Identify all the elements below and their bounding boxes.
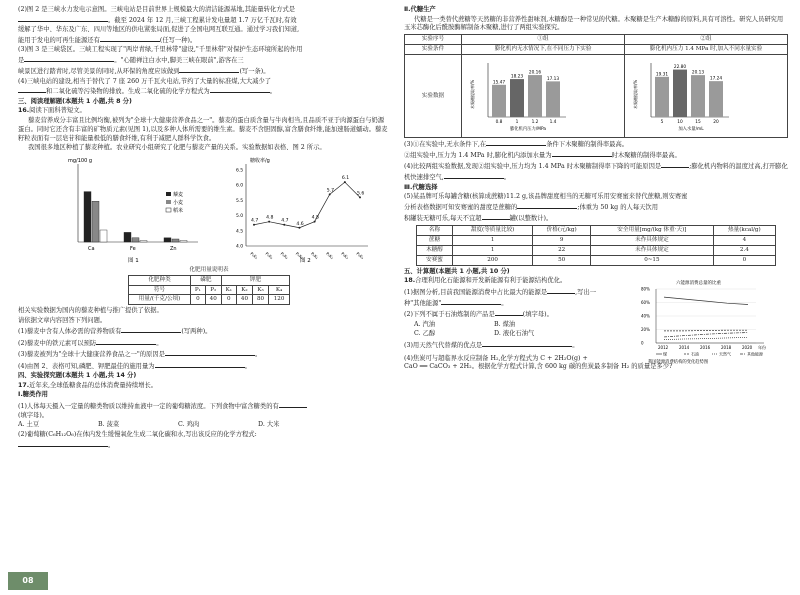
table-cell: 22 (533, 245, 591, 255)
table-cell: 1 (453, 235, 533, 245)
group-1-bar-chart (462, 55, 624, 133)
option[interactable]: D. 液化石油气 (494, 330, 535, 338)
y-tick-label: 60% (641, 299, 650, 305)
table-cell: 用量/(千克/公顷) (129, 295, 191, 305)
data-label: 5.6 (357, 191, 365, 197)
right-column (404, 6, 788, 373)
text: (4)由图 2、表格可知,磷肥、钾肥最佳的施用量为 (18, 362, 155, 370)
table-cell: 蔗糖 (417, 235, 453, 245)
after-p1: 相关实验数据为国内的藜麦种植与推广提供了依据。 (18, 307, 163, 315)
q16-2 (18, 338, 390, 349)
answer-blank[interactable] (121, 326, 181, 333)
text: 。 (108, 441, 115, 449)
series-line (664, 332, 748, 336)
text: 。截至 2024 年 12 月,三峡工程累计发电量超 1.7 万亿千瓦时,有效 (108, 16, 297, 24)
y-axis-label: 木聚糖提取率/% (470, 79, 475, 110)
fig1-unit-label: mg/100 g (68, 157, 93, 164)
y-tick-label: 6.5 (236, 168, 244, 174)
legend-swatch (166, 208, 171, 212)
bar (691, 75, 705, 117)
bar-value-label: 19.31 (655, 72, 669, 78)
passage-p2: 我国很多地区种植了藜麦种植。农业研究小组研究了化肥与藜麦产量的关系。实验数据如表格、图 2 所示。 (28, 144, 326, 152)
text: ;膨化机内物料的温度过高,打开膨化机快速排空气, (404, 163, 788, 182)
text: 是 (18, 57, 25, 65)
q17-title (18, 382, 390, 391)
table-cell: 120 (269, 295, 290, 305)
table-cell: 0~15 (591, 255, 714, 265)
text: 。 (501, 299, 508, 307)
figure-2-line-chart (236, 157, 368, 264)
table-cell: 化肥种类 (129, 275, 191, 285)
answer-blank[interactable] (279, 401, 307, 408)
q17-1-options (18, 421, 390, 430)
x-tick-label: P₁K₃ (279, 250, 290, 260)
text: 条件下木聚糖的制得率最高。 (546, 141, 629, 149)
q17-2 (18, 431, 390, 451)
text: (1)藜麦中含有人体必需的营养物质有 (18, 328, 122, 336)
table-row (417, 255, 776, 265)
sweetener-table (416, 225, 776, 266)
answer-blank[interactable] (155, 361, 245, 368)
table-cell: 符号 (129, 285, 191, 295)
group-2-bar-chart (625, 55, 787, 133)
answer-blank[interactable] (444, 172, 504, 179)
table-cell: 50 (533, 255, 591, 265)
text: (2)藜麦中的铁元素可以预防 (18, 339, 97, 347)
bar (164, 238, 171, 242)
q4 (404, 161, 788, 183)
text: (3)①在实验中,无水条件下,在 (404, 141, 487, 149)
text: (填字母)。 (522, 311, 553, 319)
q18-text (404, 287, 630, 351)
answer-blank[interactable] (495, 309, 523, 316)
x-tick-label: 15 (695, 120, 701, 126)
text: (1)人体每天摄入一定量的糖类物质以维持血液中一定的葡萄糖浓度。下列食物中富含糖类的有 (18, 402, 279, 410)
x-tick-label: P₁K₁ (249, 250, 259, 260)
table-cell: K₄ (269, 285, 290, 295)
bar (92, 201, 99, 242)
text: (3)用天然气代替煤的优点是 (404, 341, 483, 349)
x-tick-label: P₁K₂ (264, 250, 275, 260)
section-3-heading: 三、阅读理解题(本题共 1 小题,共 8 分) (18, 97, 132, 105)
q3 (404, 139, 788, 161)
table-cell: 未作具体规定 (591, 245, 714, 255)
text: 罐(以整数计)。 (509, 215, 553, 223)
data-label: 6.1 (341, 175, 350, 181)
fig2-caption: 图 2 (300, 257, 311, 264)
text: (1)据图分析,目前我国能源消费中占比最大的能源是 (404, 288, 548, 296)
table-cell: 价格(元/kg) (533, 226, 591, 236)
answer-blank[interactable] (486, 139, 546, 146)
chart-title: 六能源消费总量的比重 (676, 280, 721, 286)
q18-1 (404, 287, 630, 309)
option[interactable]: D. 大米 (258, 421, 280, 429)
data-label: 5.7 (326, 188, 335, 194)
x-tick-label: 1.4 (549, 120, 557, 126)
table-cell: K₃ (253, 285, 269, 295)
energy-line-chart (636, 277, 786, 365)
table-cell: 磷肥 (191, 275, 222, 285)
part-2-heading: Ⅱ.代糖生产 (404, 6, 436, 13)
table-row (405, 55, 788, 138)
bar-value-label: 15.47 (492, 80, 506, 86)
text: (2)葡萄糖(C₆H₁₂O₆)在体内发生缓慢氧化生成二氧化碳和水,写出该反应的化学方程式: (18, 430, 257, 438)
x-tick-label: 2018 (721, 344, 732, 350)
bar (528, 75, 542, 117)
y-tick-label: 80% (641, 286, 650, 292)
chart-cell (625, 55, 788, 138)
series-line (254, 182, 360, 228)
series-line (664, 330, 748, 331)
fertilizer-table (128, 266, 290, 306)
data-label: 4.7 (251, 218, 259, 224)
text: 。 (244, 362, 251, 370)
text: 。 (156, 339, 163, 347)
table-cell: 安赛蜜 (417, 255, 453, 265)
legend-label: 小麦 (173, 199, 184, 206)
y-tick-label: 40% (641, 313, 650, 319)
legend-swatch (166, 200, 171, 204)
text: 峡景区进行踏青时,尽管美景的同时,从环保的角度应该做到 (18, 68, 180, 76)
answer-blank[interactable] (547, 287, 575, 294)
answer-blank[interactable] (552, 150, 612, 157)
y-axis-label: 木聚糖提取率/% (633, 79, 638, 110)
text: 种"其他能源" (404, 299, 442, 307)
text: ②组实验中,压力为 1.4 MPa 时,膨化机内添加水量为 (404, 151, 552, 159)
figures-row (18, 154, 390, 266)
fig1-caption: 图 1 (128, 257, 139, 264)
y-tick-label: 6.0 (236, 183, 244, 189)
fig1-x-tick: Zn (170, 245, 177, 252)
experiment-table (404, 34, 788, 138)
q3-4 (18, 78, 390, 98)
text: 。"心随禅注白水中,脚美三峡在眼前",游客在三 (114, 57, 244, 65)
answer-blank[interactable] (18, 15, 108, 22)
question-number: 16. (18, 107, 30, 115)
bar (492, 85, 506, 117)
text: 和二氧化硫等污染物的排放。生成二氧化硫的化学方程式为 (46, 88, 210, 96)
q16-4 (18, 361, 390, 372)
text: 缓解了华中、华东及广东、四川等地区的供电紧张局面,促进了全国电网互联互通。通过学习我们知道, (18, 25, 300, 33)
x-tick-label: P₁K₄ (294, 250, 305, 260)
intro-text: 代糖是一类替代蔗糖等天然糖的非营养性甜味剂,木糖醇是一种常见的代糖。木聚糖是生产木糖醇的原料,具有可溶性。研究人员研究用玉米芯酶化后酰胺酶解制备木聚糖,进行了两组实验探究。 (404, 15, 784, 32)
answer-blank[interactable] (210, 86, 270, 93)
data-label: 4.8 (266, 215, 274, 221)
bar (673, 70, 687, 117)
question-number: 17. (18, 381, 30, 389)
table-row (405, 45, 788, 55)
option[interactable]: A. 汽油 (414, 320, 436, 328)
data-label: 4.8 (311, 215, 319, 221)
answer-blank[interactable] (165, 349, 255, 356)
table-cell: 热量(kcal/g) (713, 226, 775, 236)
answer-blank[interactable] (179, 66, 239, 73)
q16-title (18, 107, 390, 116)
x-tick-label: P₂K₂ (325, 250, 335, 260)
bar (546, 81, 560, 117)
bar (140, 240, 147, 241)
q18-2-options-ab (404, 321, 630, 330)
legend-swatch (166, 192, 171, 196)
table-cell: 膨化机内无水情况下,在不同压力下实验 (462, 45, 625, 55)
legend-label: 稻米 (173, 207, 184, 214)
fig1-x-tick: Ca (88, 245, 95, 252)
table-row (417, 226, 776, 236)
x-axis-label: 膨化机内压力/MPa (510, 127, 546, 133)
legend-label: 石油 (691, 351, 699, 357)
text: 分析表格数据可知安赛蜜的甜度是蔗糖的 (404, 204, 518, 212)
chart-cell (462, 55, 625, 138)
bar-value-label: 20.16 (528, 70, 542, 76)
x-tick-label: 0.8 (495, 120, 503, 126)
data-label: 4.6 (296, 221, 304, 227)
text: ,写出一 (575, 288, 597, 296)
answer-blank[interactable] (661, 161, 689, 168)
x-tick-label: P₂K₄ (355, 250, 365, 260)
y-tick-label: 5.0 (236, 213, 244, 219)
x-tick-label: 2014 (679, 344, 690, 350)
text: 阅读下面科普短文。 (29, 107, 86, 115)
legend-label: 藜麦 (173, 191, 184, 198)
q18-3 (404, 340, 630, 351)
table-cell: K₁ (221, 285, 236, 295)
x-tick-label: P₂K₃ (340, 250, 350, 260)
x-tick-label: 2012 (658, 344, 669, 350)
text: 合理利用化石能源和开发新能源有利于能源结构优化。 (415, 277, 567, 285)
table-cell: 实验数据 (405, 55, 462, 138)
section-4-heading: 四、实验探究题(本题共 1 小题,共 14 分) (18, 372, 137, 380)
part-1-heading: Ⅰ.糖类作用 (18, 391, 48, 399)
bar (510, 79, 524, 117)
text: 时木聚糖的制得率最高。 (611, 151, 681, 159)
text: 积罐装无糖可乐,每天不宜超 (404, 215, 482, 223)
answer-blank[interactable] (441, 298, 501, 305)
answer-blank[interactable] (18, 86, 46, 93)
table-cell: 9 (533, 235, 591, 245)
fig2-y-label: 糖收率/g (250, 157, 270, 164)
bar (124, 232, 131, 242)
option[interactable]: C. 乙醇 (414, 330, 436, 338)
figure1-and-2 (18, 154, 390, 266)
q3-3 (18, 46, 390, 77)
answer-blank[interactable] (517, 202, 577, 209)
table-cell: 40 (236, 295, 252, 305)
bar (100, 230, 107, 242)
table-cell: 2.4 (713, 245, 775, 255)
data-label: 4.7 (281, 218, 289, 224)
q18-2 (404, 309, 630, 320)
left-column (18, 6, 390, 451)
legend-label: 煤 (663, 351, 667, 357)
table-cell: 钾肥 (221, 275, 289, 285)
q18-2-options-cd (404, 330, 630, 339)
table-cell: ①组 (462, 35, 625, 45)
bar (180, 240, 187, 242)
answer-blank[interactable] (24, 55, 114, 62)
answer-blank[interactable] (482, 213, 510, 220)
table-cell: ②组 (625, 35, 788, 45)
table-cell: 4 (713, 235, 775, 245)
text: (填字母)。 (18, 411, 49, 419)
x-tick-label: P₂K₁ (309, 250, 320, 260)
text: (4)比较两组实验数据,发现②组实验中,压力均为 1.4 MPa 时木聚糖制得率下降的可能原因是 (404, 163, 662, 171)
part-3-heading: Ⅲ.代糖选择 (404, 183, 438, 191)
y-tick-label: 4.0 (236, 244, 244, 250)
table-cell: 0 (713, 255, 775, 265)
table-cell: 0 (191, 295, 206, 305)
bar-value-label: 17.13 (546, 76, 560, 82)
after-p2: 请依据文章内容回答下列问题。 (18, 316, 107, 324)
passage-p1: 藜麦营养成分丰富且比例均衡,被列为"全球十大健康营养食品之一"。藜麦的蛋白质含量与牛肉相当,且品质不亚于肉源蛋白与奶源蛋白。同时它还含有丰富的矿物质元素(见图 1),以及多种人体所需要的维生素。藜麦不含胆固醇,富含膳食纤维,能加速肠道蠕动。藜麦籽粒表面有一层皂苷和能量极低的膳食纤维,有利于减肥人群科学饮食。 (18, 116, 388, 142)
x-tick-label: 2016 (700, 344, 711, 350)
text: (4)三峡电站的建设,相当于替代了 7 座 260 万千瓦火电站,节约了大量的标准煤,大大减少了 (18, 77, 272, 85)
text: (4)焦炭可与超临界水反应制备 H₂,化学方程式为 C + 2H₂O(g) + (404, 354, 588, 362)
text: 。 (503, 174, 511, 182)
q16-1 (18, 326, 390, 337)
bar (132, 238, 139, 242)
table-cell: P₂ (205, 285, 221, 295)
table-row (129, 295, 290, 305)
x-axis-label: 年份 (758, 344, 766, 350)
q3-2 (18, 6, 390, 46)
table-cell: 80 (253, 295, 269, 305)
question-number: 18. (404, 277, 416, 285)
legend-label: 天然气 (719, 351, 731, 357)
bar-value-label: 17.24 (709, 76, 723, 82)
chart-caption: 我国能源消费结构的变化趋势图 (648, 359, 709, 365)
text: ;体重为 50 kg 的人每天饮用 (577, 204, 659, 212)
table-cell: 0 (221, 295, 236, 305)
x-tick-label: 10 (677, 120, 683, 126)
x-tick-label: 1.2 (531, 120, 539, 126)
text: 能用于发电的可再生能源还有 (18, 36, 100, 44)
text: (写一条)。 (239, 68, 270, 76)
y-tick-label: 5.5 (236, 198, 244, 204)
text: (2)图 2 是三峡水力发电示意图。三峡电站是目前世界上规模最大的清洁能源基地,其能量转化方式是 (18, 6, 296, 13)
answer-blank[interactable] (96, 338, 156, 345)
table-row (129, 285, 290, 295)
option[interactable]: B. 菠菜 (98, 421, 120, 429)
series-line (664, 337, 748, 339)
x-tick-label: 1 (515, 120, 519, 126)
text: 。 (269, 88, 277, 96)
table-cell: K₂ (236, 285, 252, 295)
answer-blank[interactable] (100, 35, 160, 42)
section-5-heading: 五、计算题(本题共 1 小题,共 10 分) (404, 267, 510, 275)
x-tick-label: 20 (713, 120, 719, 126)
text: (写两种)。 (181, 328, 212, 336)
text: (5)某品牌可乐每罐含糖(核算成蔗糖)11.2 g,该品牌甜度相当的无糖可乐用安赛蜜来替代蔗糖,则安赛蜜 (404, 193, 688, 201)
table-cell: 40 (205, 295, 221, 305)
text: CaO ══ CaCO₃ + 2H₂。根据化学方程式计算,含 600 kg 碳的焦炭最多制备 H₂ 的质量是多少? (404, 363, 673, 371)
y-tick-label: 0 (641, 340, 644, 346)
q5 (404, 193, 788, 224)
q17-1 (18, 401, 390, 421)
table-row (417, 235, 776, 245)
option[interactable]: B. 煤油 (494, 320, 516, 328)
option[interactable]: C. 鸡肉 (178, 421, 200, 429)
bar-value-label: 18.23 (510, 74, 524, 80)
bar-value-label: 22.80 (673, 65, 687, 71)
table-title: 化肥用量说明表 (189, 266, 229, 273)
table-cell: 名称 (417, 226, 453, 236)
bar (84, 191, 91, 241)
text: 。 (572, 341, 579, 349)
y-tick-label: 4.5 (236, 229, 244, 235)
table-cell: P₁ (191, 285, 206, 295)
answer-blank[interactable] (18, 440, 108, 447)
legend-label: 其他能源 (747, 351, 763, 357)
fig1-x-tick: Fe (130, 245, 136, 252)
table-cell: 实验条件 (405, 45, 462, 55)
table-cell: 膨化机内压力 1.4 MPa 时,加入不同水量实验 (625, 45, 788, 55)
table-cell: 未作具体规定 (591, 235, 714, 245)
table-row (129, 275, 290, 285)
bar (655, 77, 669, 117)
x-axis-label: 加入水量/mL (678, 127, 704, 133)
table-cell: 甜度(等质量比较) (453, 226, 533, 236)
text: (任写一种)。 (159, 36, 197, 44)
option[interactable]: A. 土豆 (18, 421, 40, 429)
bar (709, 81, 723, 117)
table-cell: 1 (453, 245, 533, 255)
table-cell: 200 (453, 255, 533, 265)
bar-value-label: 20.13 (691, 70, 705, 76)
text: 近年来,全球低糖食品的总体消费量持续增长。 (29, 381, 158, 389)
q16-3 (18, 349, 390, 360)
series-line (664, 297, 748, 304)
figure-1-bar-chart (68, 158, 198, 264)
table-row (405, 35, 788, 45)
text: (3)藜麦被列为"全球十大健康营养食品之一"的原因是 (18, 351, 165, 359)
bar (172, 239, 179, 242)
table-cell: 木糖醇 (417, 245, 453, 255)
text: 。 (254, 351, 262, 359)
answer-blank[interactable] (482, 340, 572, 347)
text: (3)图 3 是三峡袋区。三峡工程实现了"两岸青绿,千里林带"建设,"千里林带"对保护生态环境所起的作用 (18, 46, 303, 54)
x-tick-label: 5 (660, 120, 664, 126)
x-tick-label: 2020 (742, 344, 753, 350)
table-cell: 安全用量[mg/(kg 体重·天)] (591, 226, 714, 236)
table-cell: 实验序号 (405, 35, 462, 45)
table-row (417, 245, 776, 255)
y-tick-label: 20% (641, 326, 650, 332)
text: (2)下列不属于石油炼制的产品是 (404, 311, 495, 319)
page-number-badge: 08 (8, 572, 48, 590)
